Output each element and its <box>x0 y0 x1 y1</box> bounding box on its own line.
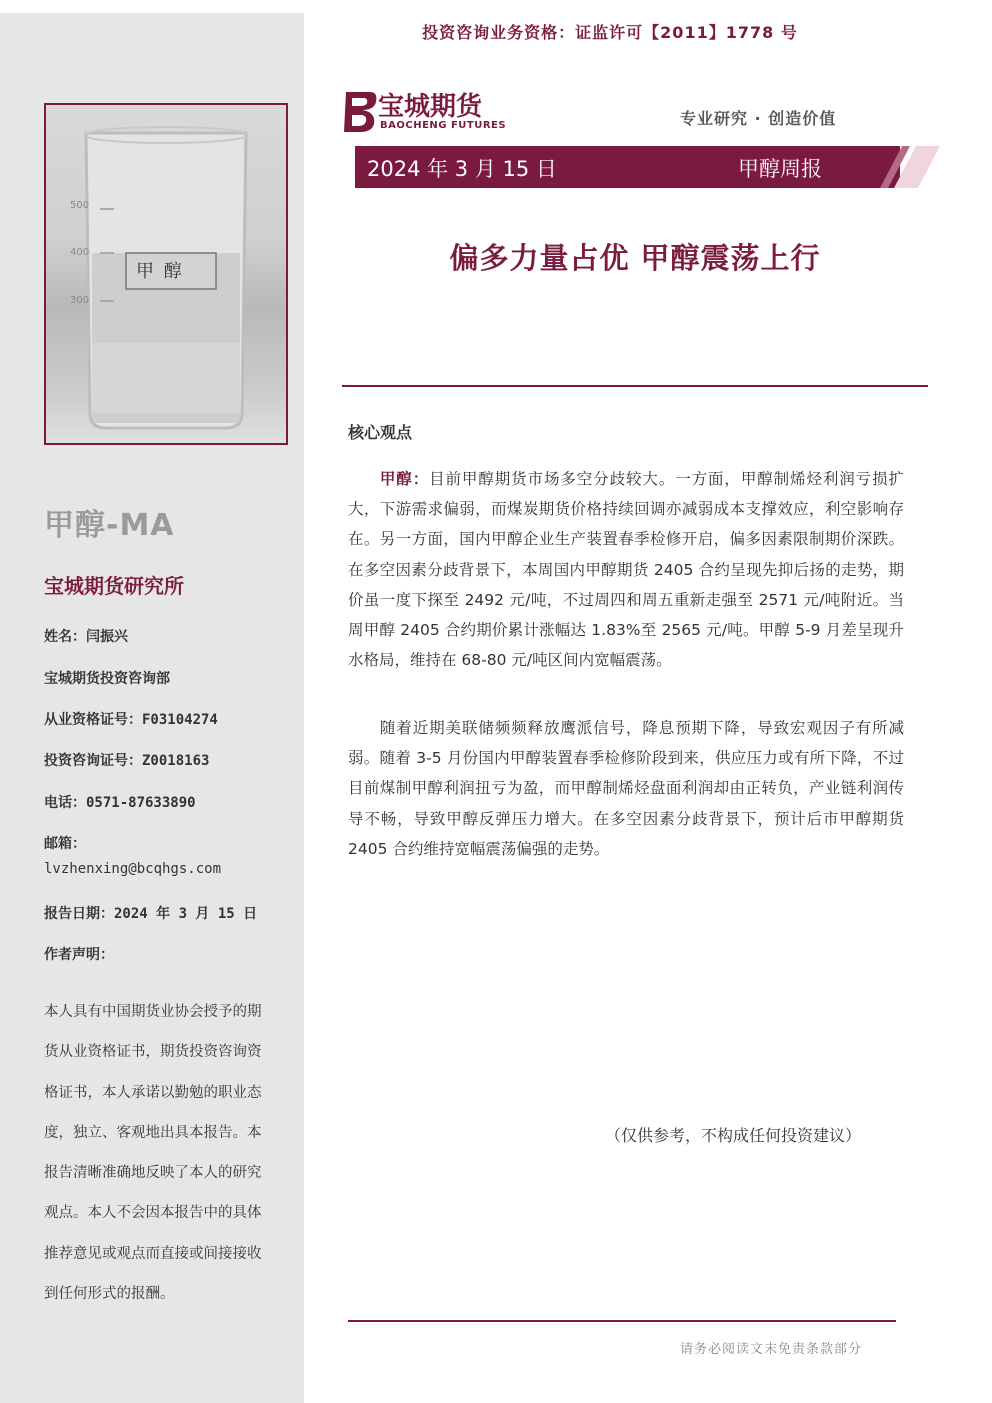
email-label: 邮箱： <box>44 836 86 852</box>
qualification-header: 投资咨询业务资格：证监许可【2011】1778 号 <box>422 23 798 42</box>
beaker-mark: 300 <box>70 295 90 306</box>
department: 宝城期货投资咨询部 <box>44 671 170 687</box>
paragraph-text: 目前甲醇期货市场多空分歧较大。一方面，甲醇制烯烃利润亏损扩大，下游需求偏弱，而煤炭期货价格持续回调亦减弱成本支撑效应，利空影响存在。另一方面，国内甲醇企业生产装置春季检修开启，偏多因素限制期价深跌。在多空因素分歧背景下，本周国内甲醇期货 2405 合约呈现先抑后扬的走势，期价虽一度下探至 2492 元/吨，不过周四和周五重新走强至 2571 元/吨附近。当周甲醇 2405 合约期价累计涨幅达 1.83%至 2565 元/吨。甲醇 5-9 月差呈现升水格局，维持在 68-80 元/吨区间内宽幅震荡。 <box>348 470 904 670</box>
report-title: 偏多力量占优 甲醇震荡上行 <box>449 241 821 275</box>
slogan: 专业研究 · 创造价值 <box>680 109 837 128</box>
logo-emblem-icon <box>340 86 380 136</box>
consult-license-number: 投资咨询证号：Z0018163 <box>44 753 210 769</box>
divider <box>348 1320 896 1322</box>
company-logo <box>340 86 510 136</box>
report-date: 报告日期：2024 年 3 月 15 日 <box>44 906 258 922</box>
analyst-name: 姓名：闫振兴 <box>44 629 128 645</box>
methanol-beaker-photo <box>44 103 288 445</box>
beaker-mark: 500 <box>70 200 90 211</box>
logo-cn: 宝城期货 <box>378 92 483 122</box>
author-statement: 本人具有中国期货业协会授予的期货从业资格证书，期货投资咨询资格证书，本人承诺以勤勉的职业态度，独立、客观地出具本报告。本报告清晰准确地反映了本人的研究观点。本人不会因本报告中的具体推荐意见或观点而直接或间接接收到任何形式的报酬。 <box>44 1004 262 1303</box>
section-title: 核心观点 <box>348 423 413 442</box>
disclaimer: （仅供参考，不构成任何投资建议） <box>605 1126 862 1145</box>
footer-note: 请务必阅读文末免责条款部分 <box>680 1342 863 1357</box>
banner-stripes <box>860 146 940 188</box>
beaker-label: 甲 醇 <box>136 261 184 282</box>
outlook-paragraph <box>348 713 904 864</box>
email-link[interactable]: lvzhenxing@bcqhgs.com <box>44 861 222 877</box>
phone: 电话：0571-87633890 <box>44 795 196 811</box>
institute-name: 宝城期货研究所 <box>44 574 184 598</box>
divider <box>342 385 928 387</box>
paragraph-lead: 甲醇： <box>379 470 430 488</box>
paragraph-text: 随着近期美联储频频释放鹰派信号，降息预期下降，导致宏观因子有所减弱。随着 3-5 月份国内甲醇装置春季检修阶段到来，供应压力或有所下降，不过目前煤制甲醇利润扭亏为盈，而甲醇制烯烃盘面利润却由正转负，产业链利润传导不畅，导致甲醇反弹压力增大。在多空因素分歧背景下，预计后市甲醇期货 2405 合约维持宽幅震荡偏强的走势。 <box>348 719 904 858</box>
beaker-mark: 400 <box>70 247 90 258</box>
core-view-paragraph <box>348 464 904 675</box>
report-date-banner: 2024 年 3 月 15 日 <box>367 157 557 181</box>
license-number: 从业资格证号：F03104274 <box>44 712 218 728</box>
product-code: 甲醇-MA <box>44 508 175 543</box>
logo-en: BAOCHENG FUTURES <box>380 120 507 131</box>
statement-label: 作者声明： <box>44 947 114 963</box>
report-type: 甲醇周报 <box>738 157 822 181</box>
